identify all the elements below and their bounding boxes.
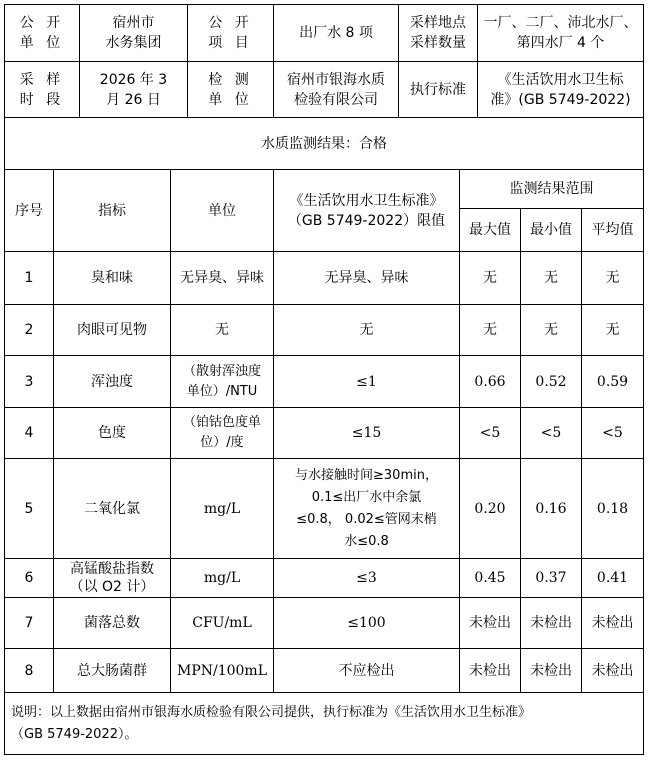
- row-7-indicator: 菌落总数: [84, 615, 140, 631]
- row-5-max: 0.20: [474, 500, 506, 517]
- site-value: 一厂、二厂、沛北水厂、 第四水厂 4 个: [483, 15, 638, 51]
- row-8-avg: 未检出: [591, 662, 634, 679]
- period-label: 采 样 时 段: [19, 71, 65, 108]
- row-2-unit: 无: [215, 322, 229, 338]
- column-header-unit: 单位: [208, 202, 236, 219]
- row-7-unit: CFU/mL: [192, 615, 252, 631]
- result-summary: 水质监测结果：合格: [261, 135, 387, 152]
- row-6-indicator: 高锰酸盐指数 （以 O2 计）: [69, 561, 155, 595]
- footnote: 说明：以上数据由宿州市银海水质检验有限公司提供，执行标准为《生活饮用水卫生标准》 （GB 5749-2022）。: [11, 704, 532, 742]
- row-1-min: 无: [544, 270, 558, 286]
- column-header-max: 最大值: [469, 222, 511, 238]
- row-6-avg: 0.41: [596, 570, 629, 586]
- row-2-avg: 无: [605, 322, 620, 338]
- row-4-indicator: 色度: [98, 425, 126, 441]
- lab-label: 检 测 单 位: [208, 71, 253, 108]
- row-3-index: 3: [24, 373, 34, 390]
- row-4-unit: （铂钴色度单 位）/度: [182, 415, 261, 450]
- row-2-index: 2: [24, 322, 34, 338]
- row-3-min: 0.52: [535, 373, 567, 390]
- row-3-avg: 0.59: [596, 373, 629, 390]
- row-7-limit: ≤100: [347, 615, 386, 631]
- row-1-max: 无: [483, 270, 497, 286]
- row-6-index: 6: [24, 570, 34, 586]
- row-4-max: <5: [479, 425, 501, 441]
- standard-label: 执行标准: [410, 81, 466, 98]
- row-8-limit: 不应检出: [338, 662, 395, 679]
- row-7-index: 7: [24, 615, 34, 631]
- row-8-unit: MPN/100mL: [176, 662, 267, 679]
- row-6-min: 0.37: [535, 570, 567, 586]
- row-1-index: 1: [24, 270, 34, 286]
- row-7-min: 未检出: [530, 615, 572, 631]
- row-5-limit: 与水接触时间≥30min， 0.1≤出厂水中余氯 ≤0.8， 0.02≤管网末梢 水≤0.8: [295, 467, 438, 549]
- item-value: 出厂水 8 项: [299, 25, 373, 41]
- row-1-avg: 无: [605, 270, 620, 286]
- row-4-min: <5: [540, 425, 562, 441]
- row-6-unit: mg/L: [203, 570, 241, 586]
- column-header-limit: 《生活饮用水卫生标准》 （GB 5749-2022）限值: [287, 192, 446, 229]
- row-3-limit: ≤1: [356, 373, 377, 390]
- publisher-label: 公 开 单 位: [19, 15, 65, 51]
- row-8-indicator: 总大肠菌群: [77, 662, 147, 679]
- site-label: 采样地点 采样数量: [410, 15, 466, 51]
- row-5-min: 0.16: [535, 500, 567, 517]
- row-1-indicator: 臭和味: [91, 270, 133, 286]
- row-1-unit: 无异臭、异味: [180, 270, 264, 286]
- row-3-unit: （散射浑浊度 单位）/NTU: [182, 363, 261, 399]
- row-4-index: 4: [24, 425, 34, 441]
- column-header-indicator: 指标: [98, 202, 126, 219]
- row-5-avg: 0.18: [596, 500, 629, 517]
- row-8-min: 未检出: [530, 662, 572, 679]
- row-2-limit: 无: [359, 322, 374, 338]
- column-header-range: 监测结果范围: [509, 181, 594, 197]
- row-3-max: 0.66: [474, 373, 506, 390]
- column-header-index: 序号: [15, 202, 43, 219]
- row-2-indicator: 肉眼可见物: [77, 322, 147, 338]
- row-5-unit: mg/L: [203, 500, 241, 517]
- row-4-limit: ≤15: [351, 425, 382, 441]
- water-quality-table: [4, 4, 644, 755]
- row-6-limit: ≤3: [356, 570, 377, 586]
- period-value: 2026 年 3 月 26 日: [99, 71, 168, 108]
- column-header-min: 最小值: [530, 222, 572, 238]
- row-8-max: 未检出: [469, 662, 511, 679]
- row-5-indicator: 二氧化氯: [84, 500, 140, 517]
- row-5-index: 5: [24, 500, 34, 517]
- item-label: 公 开 项 目: [208, 15, 253, 51]
- row-7-max: 未检出: [469, 615, 511, 631]
- row-6-max: 0.45: [474, 570, 506, 586]
- row-7-avg: 未检出: [591, 615, 634, 631]
- publisher-value: 宿州市 水务集团: [105, 15, 162, 51]
- column-header-avg: 平均值: [591, 222, 634, 238]
- row-2-max: 无: [483, 322, 497, 338]
- standard-value: 《生活饮用水卫生标 准》(GB 5749-2022): [490, 71, 631, 108]
- row-2-min: 无: [544, 322, 558, 338]
- row-1-limit: 无异臭、异味: [324, 270, 409, 286]
- row-8-index: 8: [24, 662, 34, 679]
- row-3-indicator: 浑浊度: [91, 373, 133, 390]
- row-4-avg: <5: [602, 425, 623, 441]
- lab-value: 宿州市银海水质 检验有限公司: [287, 71, 385, 108]
